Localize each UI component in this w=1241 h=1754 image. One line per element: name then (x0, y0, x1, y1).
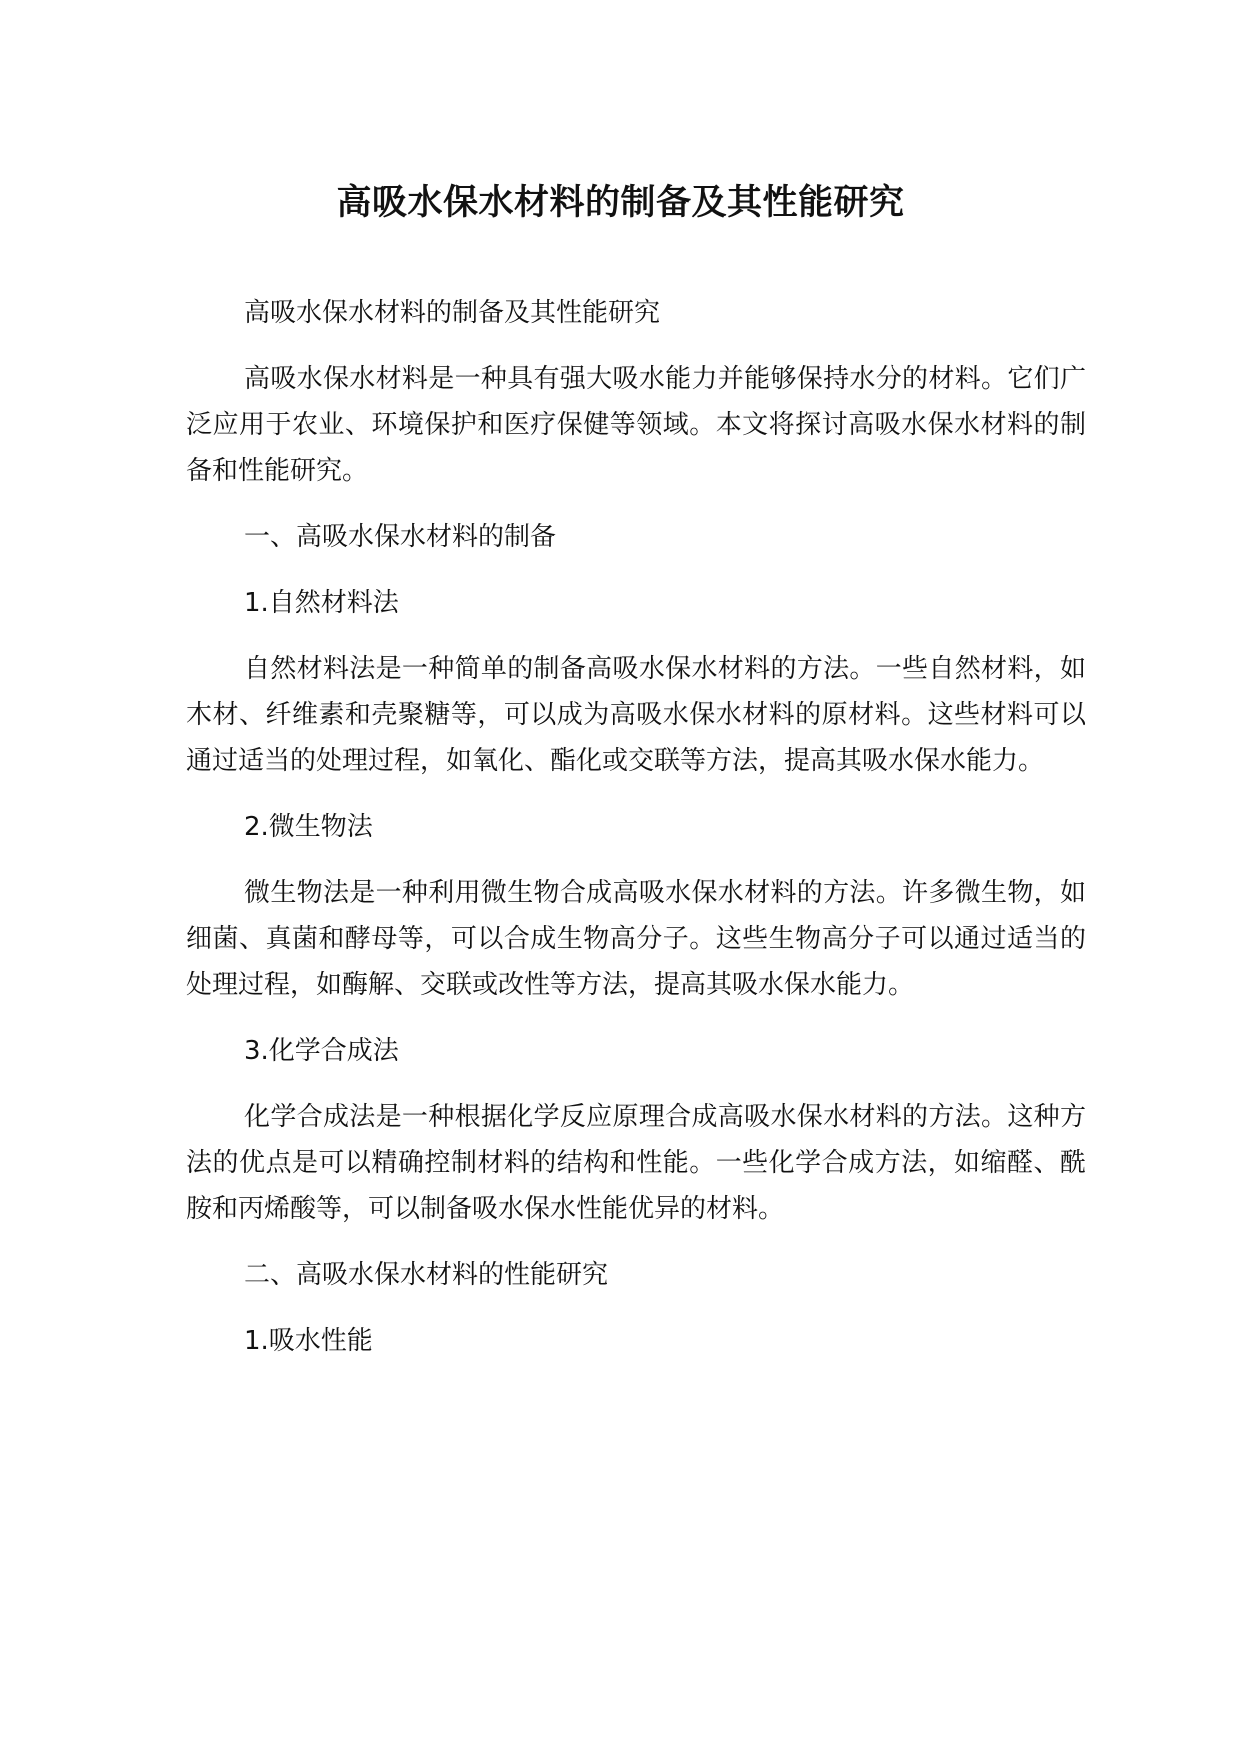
document-title: 高吸水保水材料的制备及其性能研究 (336, 183, 905, 223)
section-heading-preparation: 一、高吸水保水材料的制备 (244, 522, 557, 552)
subheading-chemical-synthesis: 3.化学合成法 (244, 1036, 399, 1066)
document-body (186, 290, 1086, 1384)
section-heading-performance: 二、高吸水保水材料的性能研究 (244, 1260, 609, 1290)
subheading-natural-material: 1.自然材料法 (244, 588, 399, 618)
subheading-water-absorption: 1.吸水性能 (244, 1326, 373, 1356)
chemical-synthesis-paragraph: 化学合成法是一种根据化学反应原理合成高吸水保水材料的方法。这种方法的优点是可以精确控制材料的结构和性能。一些化学合成方法，如缩醛、酰胺和丙烯酸等，可以制备吸水保水性能优异的材料。 (186, 1102, 1086, 1224)
intro-paragraph: 高吸水保水材料是一种具有强大吸水能力并能够保持水分的材料。它们广泛应用于农业、环境保护和医疗保健等领域。本文将探讨高吸水保水材料的制备和性能研究。 (186, 364, 1086, 486)
microbial-paragraph: 微生物法是一种利用微生物合成高吸水保水材料的方法。许多微生物，如细菌、真菌和酵母等，可以合成生物高分子。这些生物高分子可以通过适当的处理过程，如酶解、交联或改性等方法，提高其吸水保水能力。 (186, 878, 1086, 1000)
subheading-microbial: 2.微生物法 (244, 812, 373, 842)
natural-material-paragraph: 自然材料法是一种简单的制备高吸水保水材料的方法。一些自然材料，如木材、纤维素和壳聚糖等，可以成为高吸水保水材料的原材料。这些材料可以通过适当的处理过程，如氧化、酯化或交联等方法，提高其吸水保水能力。 (186, 654, 1086, 776)
subtitle-paragraph: 高吸水保水材料的制备及其性能研究 (244, 298, 661, 328)
